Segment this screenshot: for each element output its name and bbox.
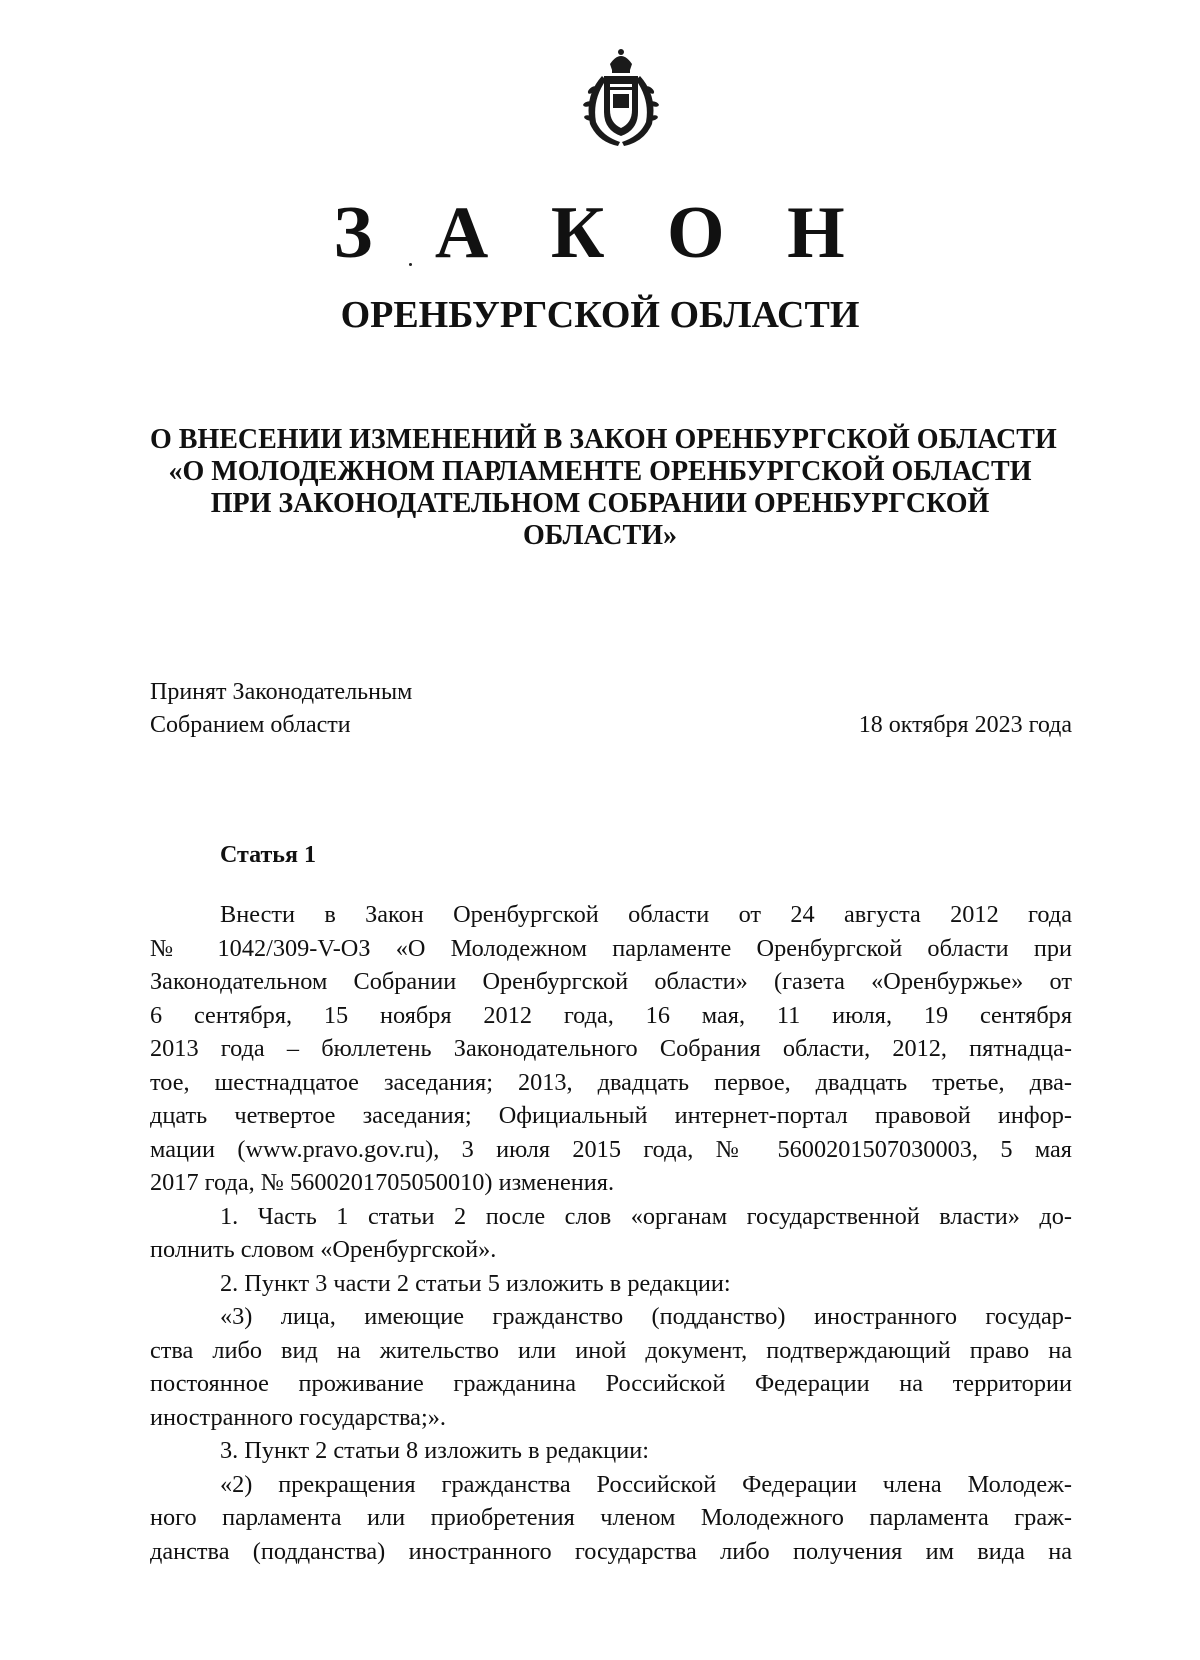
body-line: ного парламента или приобретения членом Молодежного парламента граж- [150,1504,1072,1531]
body-line: «2) прекращения гражданства Российской Федерации члена Молодеж- [220,1470,1072,1498]
body-line: «3) лица, имеющие гражданство (подданство) иностранного государ- [220,1303,1072,1330]
law-title: З А К О Н [333,192,867,274]
body-line: 2. Пункт 3 части 2 статьи 5 изложить в редакции: [220,1269,731,1297]
heading-line: ОБЛАСТИ» [523,520,677,551]
body-line: постоянное проживание гражданина Российской Федерации на территории [150,1370,1072,1397]
body-line: 2017 года, № 5600201705050010) изменения. [150,1169,615,1196]
body-line: Законодательном Собрании Оренбургской области» (газета «Оренбуржье» от [150,968,1072,995]
heading-line: ПРИ ЗАКОНОДАТЕЛЬНОМ СОБРАНИИ ОРЕНБУРГСКОЙ [210,488,990,519]
heading-line: «О МОЛОДЕЖНОМ ПАРЛАМЕНТЕ ОРЕНБУРГСКОЙ ОБЛАСТИ [168,456,1032,487]
law-region-subtitle: ОРЕНБУРГСКОЙ ОБЛАСТИ [340,294,860,336]
body-line: ства либо вид на жительство или иной документ, подтверждающий право на [150,1336,1072,1364]
article-body [150,898,1072,1568]
body-line: 2013 года – бюллетень Законодательного Собрания области, 2012, пятнадца- [150,1035,1072,1062]
adoption-date: 18 октября 2023 года [858,712,1072,738]
coat-of-arms-emblem [580,46,662,148]
adoption-line: Принят Законодательным [150,679,413,705]
body-line: Внести в Закон Оренбургской области от 24 августа 2012 года [220,901,1072,928]
adoption-row [150,709,1072,742]
body-line: тое, шестнадцатое заседания; 2013, двадцать первое, двадцать третье, два- [150,1068,1072,1096]
law-heading [150,424,1057,552]
heading-line: О ВНЕСЕНИИ ИЗМЕНЕНИЙ В ЗАКОН ОРЕНБУРГСКОЙ ОБЛАСТИ [150,424,1057,455]
body-line: полнить словом «Оренбургской». [150,1236,497,1263]
body-line: мации (www.pravo.gov.ru), 3 июля 2015 года, № 5600201507030003, 5 мая [150,1135,1072,1163]
body-line: 1. Часть 1 статьи 2 после слов «органам государственной власти» до- [220,1202,1072,1230]
body-line: иностранного государства;». [150,1403,446,1431]
article-title: Статья 1 [220,842,316,868]
body-line: № 1042/309-V-ОЗ «О Молодежном парламенте Оренбургской области при [150,934,1072,962]
body-line: 6 сентября, 15 ноября 2012 года, 16 мая, 11 июля, 19 сентября [150,1001,1072,1029]
adoption-line: Собранием области [150,712,351,738]
adoption-block [150,676,1072,742]
body-line: 3. Пункт 2 статьи 8 изложить в редакции: [220,1437,649,1464]
body-line: данства (подданства) иностранного государства либо получения им вида на [150,1537,1072,1565]
body-line: дцать четвертое заседания; Официальный интернет-портал правовой инфор- [150,1102,1072,1129]
